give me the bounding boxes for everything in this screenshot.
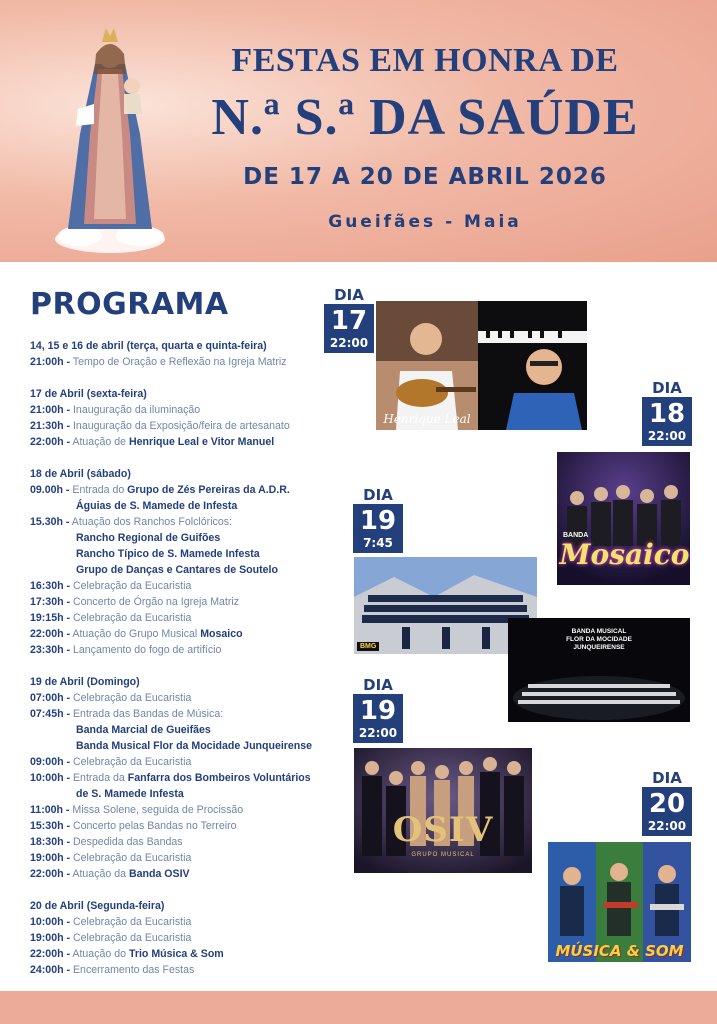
time: 19:00h - bbox=[30, 852, 71, 864]
time: 24:00h - bbox=[30, 964, 71, 976]
activity: Celebração da Eucaristia bbox=[70, 932, 192, 944]
activity: Celebração da Eucaristia bbox=[70, 916, 192, 928]
activity: Celebração da Eucaristia bbox=[70, 692, 192, 704]
schedule-line bbox=[30, 866, 350, 882]
schedule-line bbox=[30, 706, 350, 722]
schedule-continuation: Grupo de Danças e Cantares de Soutelo bbox=[76, 564, 278, 576]
time: 09.00h - bbox=[30, 484, 70, 496]
activity: Despedida das Bandas bbox=[70, 836, 183, 848]
activity: Celebração da Eucaristia bbox=[70, 756, 192, 768]
activity: Inauguração da Exposição/feira de artesanato bbox=[70, 420, 290, 432]
day-heading: 20 de Abril (Segunda-feira) bbox=[30, 900, 165, 912]
activity: Atuação da bbox=[70, 868, 129, 880]
photo-vitor-manuel bbox=[478, 301, 587, 430]
dia-number: 19 bbox=[359, 696, 397, 726]
event-dates: DE 17 A 20 DE ABRIL 2026 bbox=[243, 164, 607, 190]
dia-number: 19 bbox=[359, 506, 397, 536]
time: 17:30h - bbox=[30, 596, 71, 608]
mosaico-title: Mosaico bbox=[559, 538, 690, 571]
title-line-2: N.ª S.ª DA SAÚDE bbox=[211, 89, 639, 146]
schedule-line bbox=[30, 962, 350, 978]
dia-hour: 22:00 bbox=[329, 336, 369, 350]
activity: Celebração da Eucaristia bbox=[70, 852, 192, 864]
henrique-caption: Henrique Leal bbox=[383, 412, 471, 426]
schedule-line bbox=[30, 610, 350, 626]
mosaico-small-label: BANDA bbox=[563, 532, 589, 539]
schedule-day bbox=[30, 674, 350, 882]
time: 18:30h - bbox=[30, 836, 71, 848]
schedule-continuation: Rancho Típico de S. Mamede Infesta bbox=[76, 548, 260, 560]
schedule-line bbox=[30, 818, 350, 834]
bmg-tag: BMG bbox=[357, 642, 379, 651]
dia-label: DIA bbox=[652, 769, 682, 787]
time: 21:00h - bbox=[30, 356, 71, 368]
schedule-line bbox=[30, 754, 350, 770]
activity: Entrada do bbox=[69, 484, 128, 496]
schedule-line bbox=[30, 578, 350, 594]
time: 10:00h - bbox=[30, 916, 71, 928]
schedule-line bbox=[30, 594, 350, 610]
schedule-line bbox=[30, 690, 350, 706]
photo-henrique-leal bbox=[376, 301, 478, 430]
schedule-continuation: Banda Musical Flor da Mocidade Junqueirense bbox=[76, 740, 313, 752]
dia-badge-19-night bbox=[353, 677, 403, 743]
event-location: Gueifães - Maia bbox=[328, 212, 522, 232]
time: 07:00h - bbox=[30, 692, 71, 704]
schedule-line bbox=[30, 402, 350, 418]
title-line-1: FESTAS EM HONRA DE bbox=[231, 42, 619, 79]
schedule-line bbox=[30, 418, 350, 434]
henrique-leal-image bbox=[376, 301, 478, 430]
schedule-continuation: Rancho Regional de Guifões bbox=[76, 532, 221, 544]
dia-label: DIA bbox=[363, 486, 393, 504]
schedule-line bbox=[30, 770, 350, 786]
schedule-line bbox=[30, 482, 350, 498]
schedule-line bbox=[30, 802, 350, 818]
schedule-line bbox=[30, 930, 350, 946]
schedule-continuation: Banda Marcial de Gueifães bbox=[76, 724, 211, 736]
dia-hour: 22:00 bbox=[358, 726, 398, 740]
dia-number: 17 bbox=[330, 306, 368, 336]
activity: Tempo de Oração e Reflexão na Igreja Matriz bbox=[70, 356, 287, 368]
schedule-line bbox=[30, 514, 350, 530]
schedule-line bbox=[30, 834, 350, 850]
dia-badge-17 bbox=[324, 287, 374, 353]
schedule-day bbox=[30, 338, 350, 370]
activity: Atuação do bbox=[70, 948, 129, 960]
activity-highlight: Trio Música & Som bbox=[128, 948, 224, 960]
photo-musica-som bbox=[548, 842, 691, 962]
activity: Lançamento do fogo de artifício bbox=[70, 644, 222, 656]
activity-highlight: Henrique Leal e Vitor Manuel bbox=[128, 436, 275, 448]
time: 16:30h - bbox=[30, 580, 71, 592]
activity-highlight: Fanfarra dos Bombeiros Voluntários bbox=[127, 772, 311, 784]
dia-label: DIA bbox=[363, 676, 393, 694]
time: 22:00h - bbox=[30, 436, 71, 448]
activity: Atuação do Grupo Musical bbox=[70, 628, 201, 640]
junq-caption-line: FLOR DA MOCIDADE bbox=[566, 636, 632, 643]
time: 19:00h - bbox=[30, 932, 71, 944]
schedule-line bbox=[30, 850, 350, 866]
activity: Inauguração da iluminação bbox=[70, 404, 201, 416]
activity: Celebração da Eucaristia bbox=[70, 580, 192, 592]
time: 21:00h - bbox=[30, 404, 71, 416]
activity-highlight: Banda OSIV bbox=[128, 868, 190, 880]
time: 22:00h - bbox=[30, 628, 71, 640]
photo-banda-junqueirense bbox=[508, 618, 690, 722]
dia-badge-20 bbox=[642, 770, 692, 836]
dia-label: DIA bbox=[334, 286, 364, 304]
time: 21:30h - bbox=[30, 420, 71, 432]
activity-highlight: Mosaico bbox=[200, 628, 243, 640]
photo-banda-mosaico bbox=[557, 452, 690, 585]
activity: Atuação de bbox=[70, 436, 129, 448]
time: 22:00h - bbox=[30, 948, 71, 960]
schedule-line bbox=[30, 434, 350, 450]
junq-caption-line: BANDA MUSICAL bbox=[571, 628, 627, 635]
footer-band bbox=[0, 991, 717, 1024]
dia-number: 20 bbox=[648, 789, 686, 819]
activity: Concerto de Órgão na Igreja Matriz bbox=[70, 596, 240, 608]
day-heading: 19 de Abril (Domingo) bbox=[30, 676, 140, 688]
time: 15:30h - bbox=[30, 820, 71, 832]
schedule-day bbox=[30, 466, 350, 658]
dia-badge-18 bbox=[642, 380, 692, 446]
programa-heading: PROGRAMA bbox=[30, 287, 229, 322]
day-heading: 17 de Abril (sexta-feira) bbox=[30, 388, 147, 400]
dia-hour: 22:00 bbox=[647, 819, 687, 833]
osiv-title: OSIV bbox=[392, 810, 494, 850]
time: 19:15h - bbox=[30, 612, 71, 624]
time: 09:00h - bbox=[30, 756, 71, 768]
schedule-day bbox=[30, 898, 350, 978]
schedule-continuation: Águias de S. Mamede de Infesta bbox=[76, 500, 238, 512]
schedule-continuation: de S. Mamede Infesta bbox=[76, 788, 184, 800]
activity: Atuação dos Ranchos Folclóricos: bbox=[69, 516, 232, 528]
activity-highlight: Grupo de Zés Pereiras da A.D.R. bbox=[127, 484, 290, 496]
time: 07:45h - bbox=[30, 708, 71, 720]
activity: Concerto pelas Bandas no Terreiro bbox=[70, 820, 237, 832]
statue-image bbox=[40, 14, 180, 254]
dia-box bbox=[353, 694, 403, 743]
time: 11:00h - bbox=[30, 804, 70, 816]
time: 23:30h - bbox=[30, 644, 71, 656]
photo-banda-osiv bbox=[354, 748, 532, 873]
schedule-line bbox=[30, 354, 350, 370]
schedule-line bbox=[30, 946, 350, 962]
activity: Celebração da Eucaristia bbox=[70, 612, 192, 624]
dia-hour: 7:45 bbox=[363, 536, 393, 550]
activity: Entrada da bbox=[70, 772, 128, 784]
dia-number: 18 bbox=[648, 399, 686, 429]
dia-box bbox=[324, 304, 374, 353]
day-heading: 14, 15 e 16 de abril (terça, quarta e quinta-feira) bbox=[30, 340, 267, 352]
musica-som-title: MÚSICA & SOM bbox=[555, 942, 684, 960]
dia-badge-19-morning bbox=[353, 487, 403, 553]
junq-caption-line: JUNQUEIRENSE bbox=[573, 644, 625, 651]
schedule-line bbox=[30, 914, 350, 930]
schedule-day bbox=[30, 386, 350, 450]
day-heading: 18 de Abril (sábado) bbox=[30, 468, 131, 480]
osiv-subtitle: GRUPO MUSICAL bbox=[411, 852, 475, 858]
dia-box bbox=[642, 397, 692, 446]
activity: Missa Solene, seguida de Procissão bbox=[69, 804, 244, 816]
dia-label: DIA bbox=[652, 379, 682, 397]
schedule-line bbox=[30, 626, 350, 642]
schedule-line bbox=[30, 642, 350, 658]
schedule bbox=[30, 338, 350, 994]
header-banner bbox=[0, 0, 717, 262]
dia-box bbox=[642, 787, 692, 836]
activity: Entrada das Bandas de Música: bbox=[70, 708, 224, 720]
dia-box bbox=[353, 504, 403, 553]
junqueirense-caption bbox=[508, 628, 690, 652]
dia-hour: 22:00 bbox=[647, 429, 687, 443]
time: 15.30h - bbox=[30, 516, 70, 528]
vitor-manuel-image bbox=[478, 301, 587, 430]
time: 10:00h - bbox=[30, 772, 71, 784]
activity: Encerramento das Festas bbox=[70, 964, 195, 976]
time: 22:00h - bbox=[30, 868, 71, 880]
